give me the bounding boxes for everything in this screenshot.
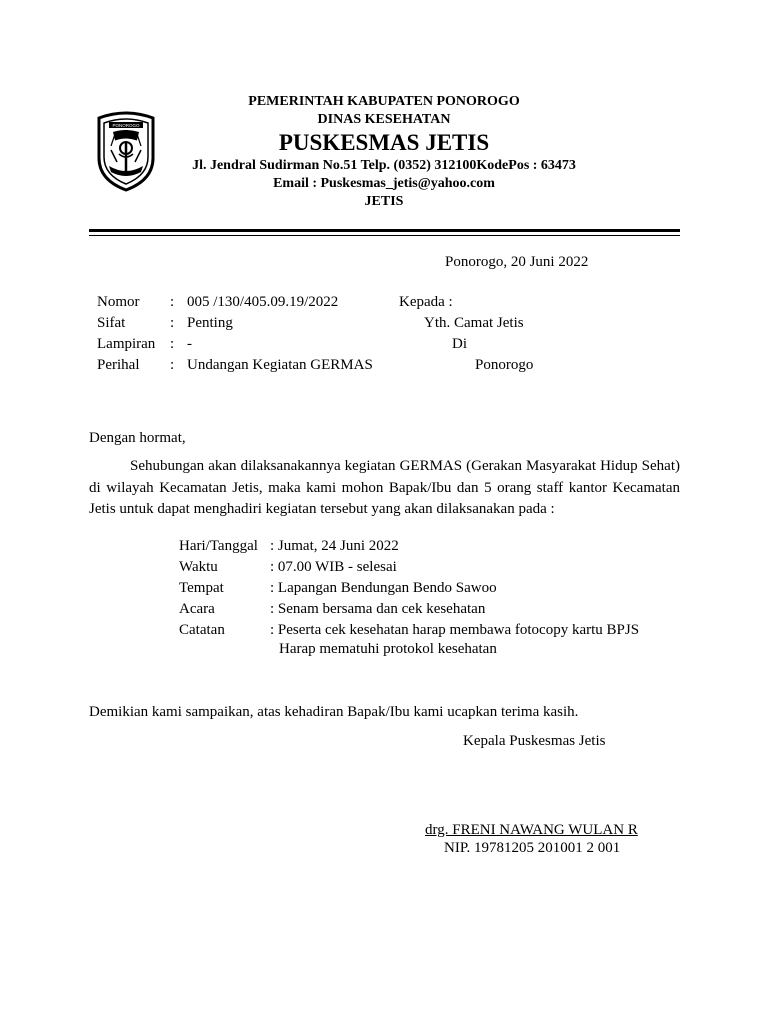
letterhead-address: Jl. Jendral Sudirman No.51 Telp. (0352) 312100KodePos : 63473 — [192, 158, 576, 173]
letterhead-divider — [89, 229, 680, 232]
meta-value-perihal: Undangan Kegiatan GERMAS — [187, 357, 373, 373]
meta-label: Sifat — [97, 315, 126, 331]
letterhead-divider-thin — [89, 235, 680, 236]
recipient-place: Ponorogo — [475, 357, 534, 373]
meta-separator: : — [170, 294, 175, 310]
signature-nip: NIP. 19781205 201001 2 001 — [444, 840, 621, 856]
detail-label: Catatan — [179, 622, 225, 638]
detail-label: Waktu — [179, 559, 218, 575]
letterhead-government: PEMERINTAH KABUPATEN PONOROGO — [248, 94, 520, 109]
meta-label: Lampiran — [97, 336, 156, 352]
signature-title: Kepala Puskesmas Jetis — [463, 733, 606, 749]
letterhead-email: Email : Puskesmas_jetis@yahoo.com — [273, 176, 495, 191]
detail-note-continued: Harap mematuhi protokol kesehatan — [279, 641, 497, 657]
meta-value-nomor: 005 /130/405.09.19/2022 — [187, 294, 339, 310]
recipient-kepada: Kepada : — [399, 294, 453, 310]
detail-label: Acara — [179, 601, 215, 617]
letterhead — [130, 93, 638, 211]
meta-separator: : — [170, 357, 175, 373]
meta-value-sifat: Penting — [187, 315, 233, 331]
recipient-name: Yth. Camat Jetis — [424, 315, 524, 331]
detail-value-event: : Senam bersama dan cek kesehatan — [270, 601, 486, 617]
detail-label: Hari/Tanggal — [179, 538, 258, 554]
detail-label: Tempat — [179, 580, 224, 596]
recipient-di: Di — [452, 336, 467, 352]
detail-value-time: : 07.00 WIB - selesai — [270, 559, 397, 575]
meta-separator: : — [170, 336, 175, 352]
closing-sentence: Demikian kami sampaikan, atas kehadiran Bapak/Ibu kami ucapkan terima kasih. — [89, 704, 579, 720]
meta-label: Nomor — [97, 294, 140, 310]
detail-value-note: : Peserta cek kesehatan harap membawa fotocopy kartu BPJS — [270, 622, 640, 638]
meta-value-lampiran: - — [187, 336, 192, 352]
meta-label: Perihal — [97, 357, 140, 373]
letter-date: Ponorogo, 20 Juni 2022 — [445, 254, 589, 270]
detail-value-date: : Jumat, 24 Juni 2022 — [270, 538, 399, 554]
signature-name: drg. FRENI NAWANG WULAN R — [425, 822, 638, 838]
greeting: Dengan hormat, — [89, 430, 186, 446]
letterhead-department: DINAS KESEHATAN — [317, 112, 451, 127]
detail-value-place: : Lapangan Bendungan Bendo Sawoo — [270, 580, 497, 596]
meta-separator: : — [170, 315, 175, 331]
body-paragraph — [89, 456, 680, 521]
letterhead-title: PUSKESMAS JETIS — [278, 130, 490, 155]
body-paragraph-text: Sehubungan akan dilaksanakannya kegiatan GERMAS (Gerakan Masyarakat Hidup Sehat) di wilayah Kecamatan Jetis, maka kami mohon Bapak/Ibu dan 5 orang staff kantor Kecamatan Jetis untuk dapat menghadiri kegiatan tersebut yang akan dilaksanakan pada : — [89, 458, 680, 517]
logo-text: PONOROGO — [112, 123, 140, 128]
letterhead-city: JETIS — [364, 194, 404, 209]
